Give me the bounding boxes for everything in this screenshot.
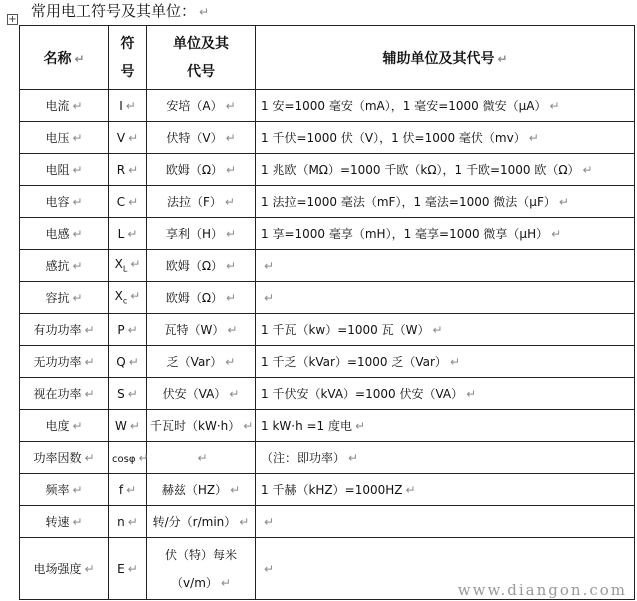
cell-unit: 赫兹（HZ） ↵ — [147, 474, 256, 506]
cell-symbol: W ↵ — [109, 410, 147, 442]
cell-name: 电压 ↵ — [20, 122, 109, 154]
cell-aux: 1 千伏安（kVA）=1000 伏安（VA） ↵ — [256, 378, 635, 410]
cell-name: 电阻 ↵ — [20, 154, 109, 186]
cell-symbol: R ↵ — [109, 154, 147, 186]
cell-unit: 伏特（V） ↵ — [147, 122, 256, 154]
cell-name: 电度 ↵ — [20, 410, 109, 442]
cell-name: 电场强度 ↵ — [20, 538, 109, 600]
table-row — [20, 186, 635, 218]
page-title: 常用电工符号及其单位： ↵ — [31, 2, 210, 20]
cell-name: 感抗 ↵ — [20, 250, 109, 282]
cell-aux: （注：即功率） ↵ — [256, 442, 635, 474]
cell-name: 功率因数 ↵ — [20, 442, 109, 474]
cell-unit: 转/分（r/min） ↵ — [147, 506, 256, 538]
cell-unit: 千瓦时（kW·h） ↵ — [147, 410, 256, 442]
table-row — [20, 506, 635, 538]
table-row — [20, 122, 635, 154]
cell-aux: ↵ — [256, 506, 635, 538]
cell-unit: 法拉（F） ↵ — [147, 186, 256, 218]
table-row — [20, 314, 635, 346]
cell-name: 视在功率 ↵ — [20, 378, 109, 410]
cell-symbol: C ↵ — [109, 186, 147, 218]
table-row — [20, 346, 635, 378]
table-row — [20, 378, 635, 410]
cell-name: 容抗 ↵ — [20, 282, 109, 314]
cell-unit: ↵ — [147, 442, 256, 474]
cell-aux: 1 千瓦（kw）=1000 瓦（W） ↵ — [256, 314, 635, 346]
table-row — [20, 442, 635, 474]
cell-aux: 1 享=1000 毫享（mH），1 毫享=1000 微享（μH） ↵ — [256, 218, 635, 250]
cell-aux: 1 kW·h =1 度电 ↵ — [256, 410, 635, 442]
cell-unit: 欧姆（Ω） ↵ — [147, 250, 256, 282]
cell-symbol: L ↵ — [109, 218, 147, 250]
cell-symbol: I ↵ — [109, 90, 147, 122]
header-name: 名称 ↵ — [20, 26, 109, 90]
cell-unit: 欧姆（Ω） ↵ — [147, 282, 256, 314]
table-row — [20, 154, 635, 186]
cell-symbol: $X_c$ ↵ — [109, 282, 147, 314]
cell-name: 无功功率 ↵ — [20, 346, 109, 378]
table-row — [20, 90, 635, 122]
paragraph-mark: ↵ — [199, 5, 210, 19]
cell-name: 转速 ↵ — [20, 506, 109, 538]
cell-name: 电感 ↵ — [20, 218, 109, 250]
cell-aux: 1 兆欧（MΩ）=1000 千欧（kΩ），1 千欧=1000 欧（Ω） ↵ — [256, 154, 635, 186]
cell-aux: ↵ — [256, 538, 635, 600]
cell-symbol: V ↵ — [109, 122, 147, 154]
cell-symbol: cosφ ↵ — [109, 442, 147, 474]
header-symbol: 符 号 — [109, 26, 147, 90]
cell-aux: 1 法拉=1000 毫法（mF），1 毫法=1000 微法（μF） ↵ — [256, 186, 635, 218]
cell-name: 频率 ↵ — [20, 474, 109, 506]
table-anchor-icon[interactable]: + — [8, 14, 17, 25]
cell-aux: 1 千赫（kHZ）=1000HZ ↵ — [256, 474, 635, 506]
cell-unit: 乏（Var） ↵ — [147, 346, 256, 378]
cell-name: 电流 ↵ — [20, 90, 109, 122]
cell-aux: ↵ — [256, 282, 635, 314]
watermark: www.diangon.com — [457, 581, 627, 599]
cell-aux: 1 安=1000 毫安（mA），1 毫安=1000 微安（μA） ↵ — [256, 90, 635, 122]
header-row — [20, 26, 635, 90]
cell-unit: 瓦特（W） ↵ — [147, 314, 256, 346]
cell-unit: 欧姆（Ω） ↵ — [147, 154, 256, 186]
cell-symbol: $X_L$ ↵ — [109, 250, 147, 282]
table-row — [20, 218, 635, 250]
cell-unit: 享利（H） ↵ — [147, 218, 256, 250]
cell-symbol: f ↵ — [109, 474, 147, 506]
cell-symbol: S ↵ — [109, 378, 147, 410]
table-row — [20, 282, 635, 314]
table-body — [20, 90, 635, 600]
cell-unit: 伏安（VA） ↵ — [147, 378, 256, 410]
cell-aux: 1 千乏（kVar）=1000 乏（Var） ↵ — [256, 346, 635, 378]
cell-unit: 安培（A） ↵ — [147, 90, 256, 122]
cell-name: 有功功率 ↵ — [20, 314, 109, 346]
cell-symbol: Q ↵ — [109, 346, 147, 378]
units-table — [19, 25, 635, 600]
cell-symbol: n ↵ — [109, 506, 147, 538]
header-aux: 辅助单位及其代号 ↵ — [256, 26, 635, 90]
cell-symbol: E ↵ — [109, 538, 147, 600]
table-row — [20, 250, 635, 282]
cell-unit: 伏（特）每米 （v/m） ↵ — [147, 538, 256, 600]
table-row — [20, 474, 635, 506]
header-unit: 单位及其 代号 — [147, 26, 256, 90]
table-row — [20, 410, 635, 442]
cell-aux: ↵ — [256, 250, 635, 282]
cell-symbol: P ↵ — [109, 314, 147, 346]
cell-aux: 1 千伏=1000 伏（V），1 伏=1000 毫伏（mv） ↵ — [256, 122, 635, 154]
cell-name: 电容 ↵ — [20, 186, 109, 218]
